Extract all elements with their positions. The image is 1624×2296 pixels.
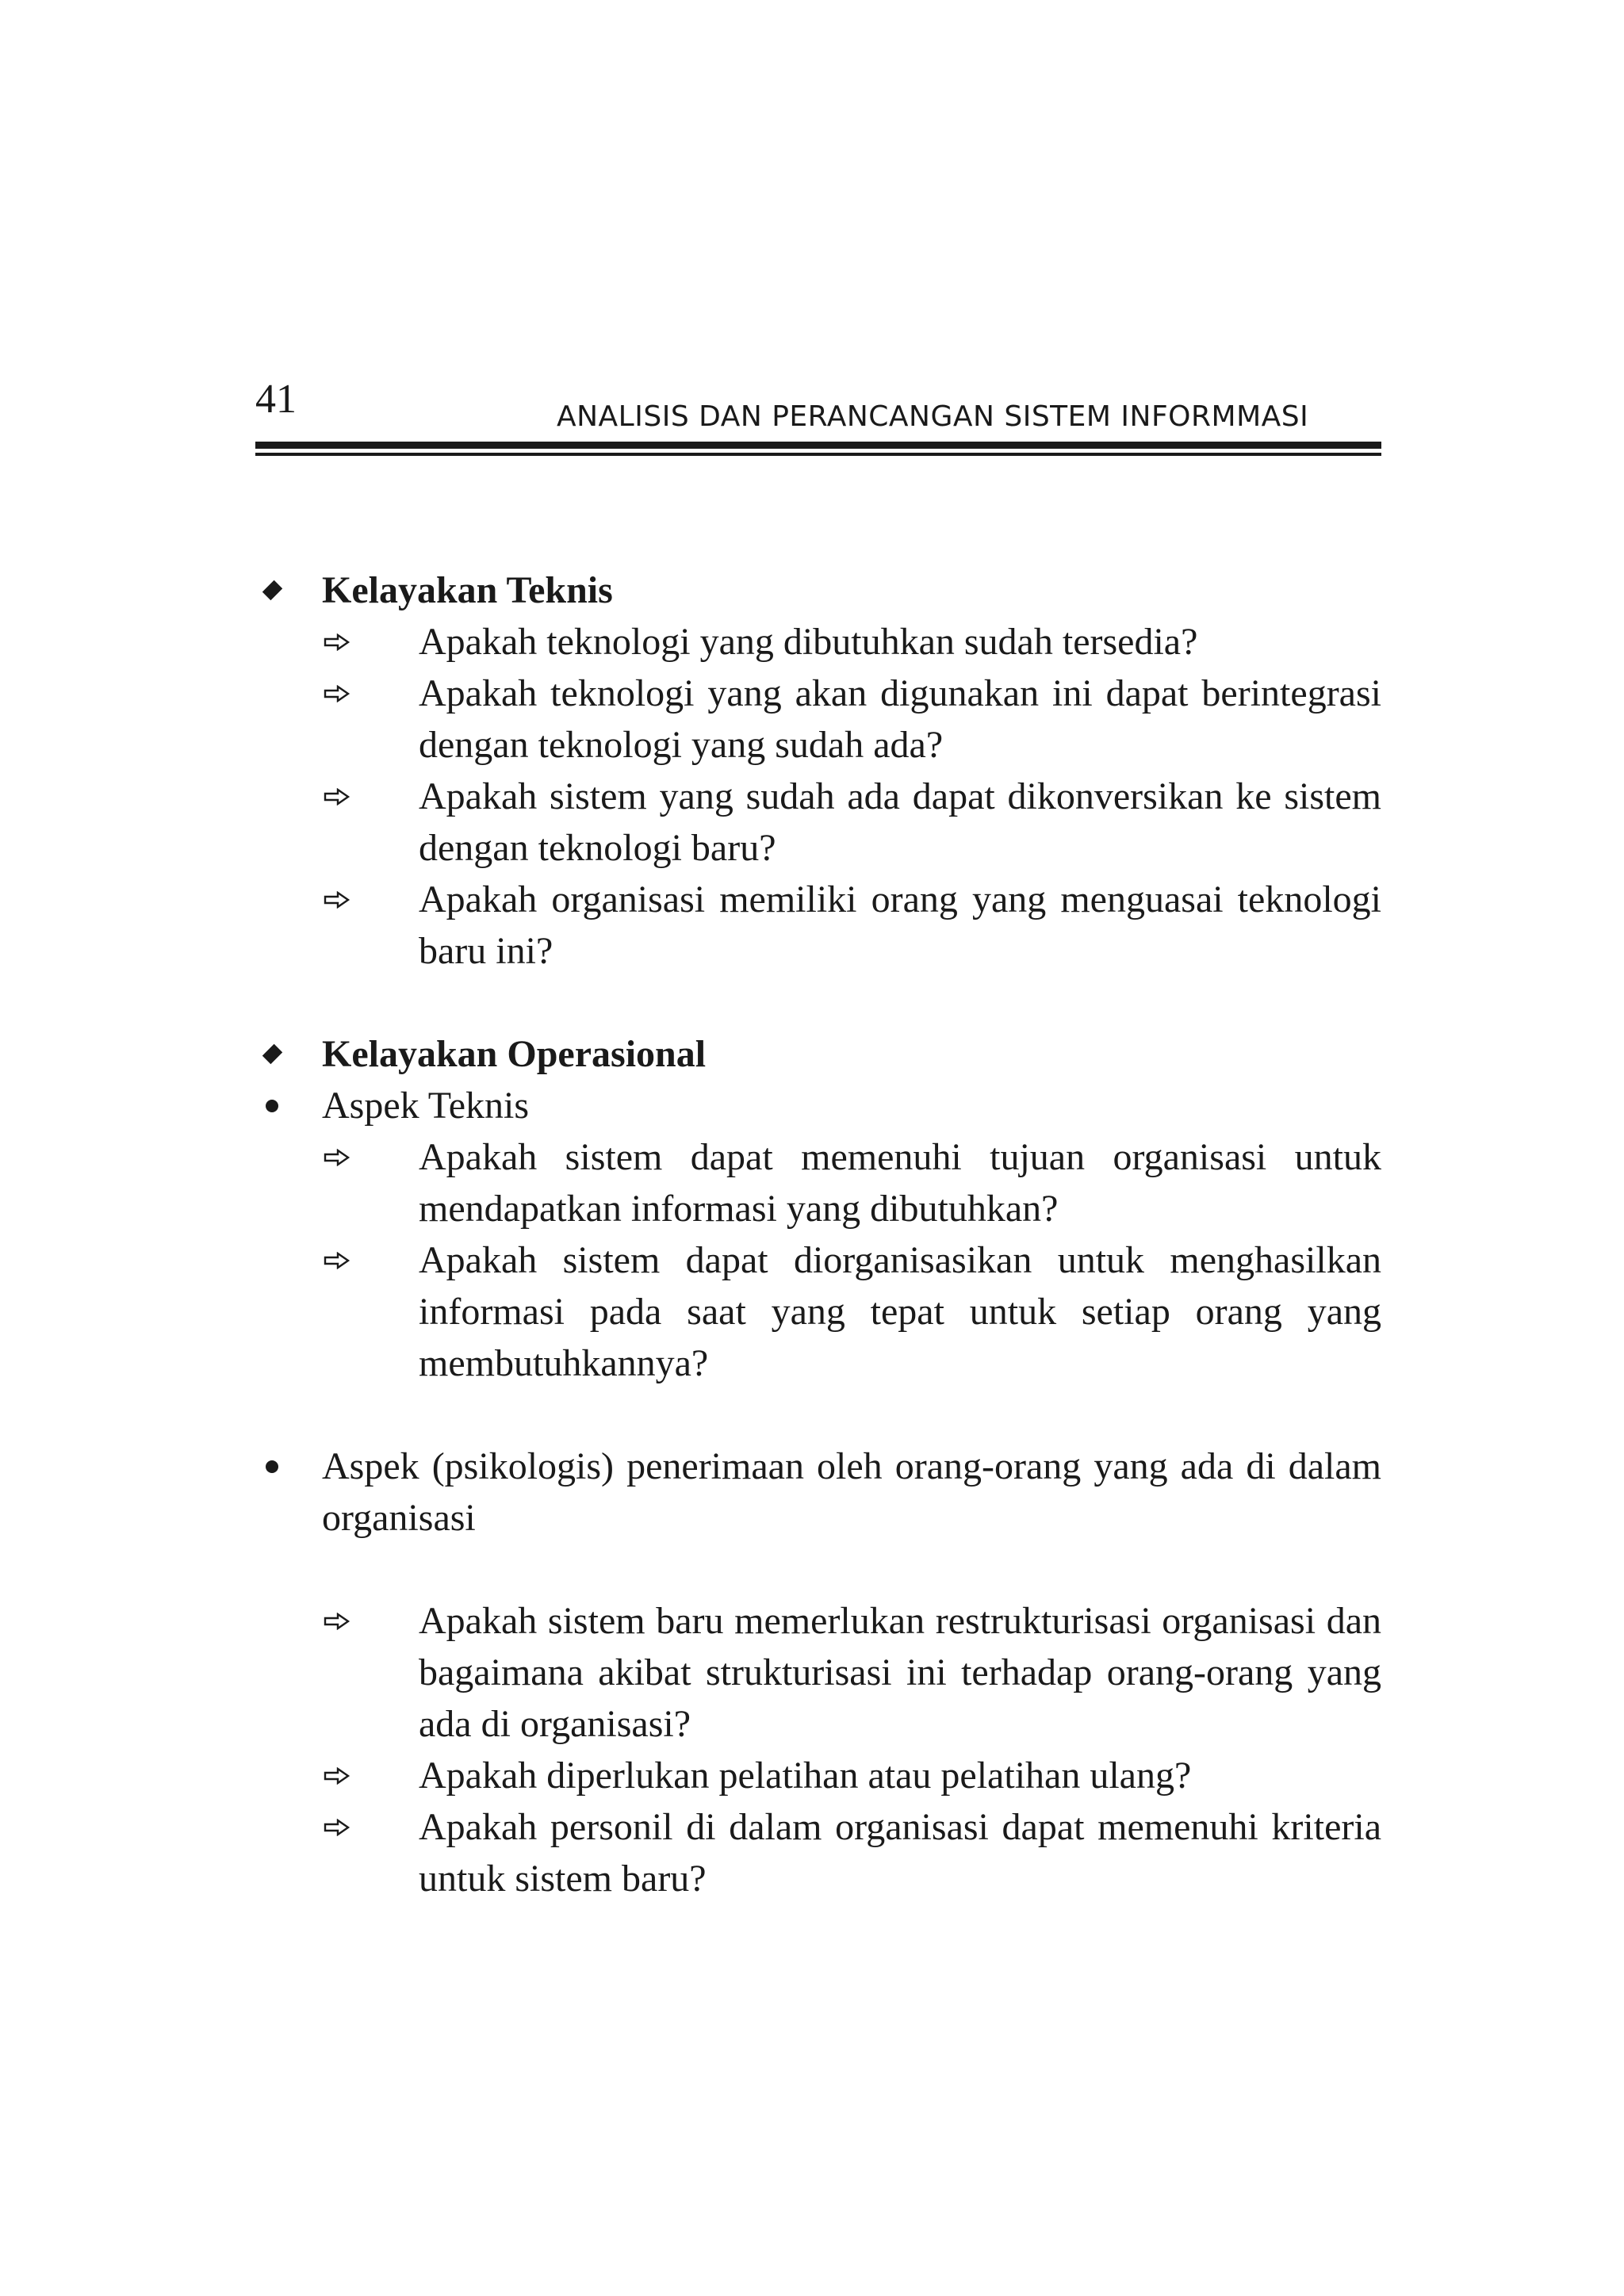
section-heading-technical [255, 564, 1381, 616]
header-rule-thick [255, 442, 1381, 449]
list-item [255, 1801, 1381, 1904]
list-item-text: Apakah diperlukan pelatihan atau pelatihan ulang? [419, 1755, 1192, 1797]
arrow-bullet-icon [324, 1750, 350, 1801]
arrow-bullet-icon [324, 1801, 350, 1853]
list-item [255, 1750, 1381, 1801]
aspect-label: Aspek (psikologis) penerimaan oleh orang-orang yang ada di dalam organisasi [322, 1445, 1381, 1539]
aspect-label: Aspek Teknis [322, 1085, 530, 1127]
list-item [255, 1131, 1381, 1234]
list-item [255, 1595, 1381, 1750]
arrow-bullet-icon [324, 668, 350, 719]
page-body [255, 564, 1381, 1904]
list-item [255, 616, 1381, 668]
list-item-text: Apakah sistem dapat diorganisasikan untuk menghasilkan informasi pada saat yang tepat untuk setiap orang yang membutuhkannya? [419, 1239, 1381, 1384]
page-number: 41 [255, 377, 297, 422]
arrow-bullet-icon [324, 1234, 350, 1286]
list-item-text: Apakah sistem baru memerlukan restrukturisasi organisasi dan bagaimana akibat strukturisasi ini terhadap orang-orang yang ada di organisasi? [419, 1600, 1381, 1745]
aspect-item [255, 1441, 1381, 1544]
arrow-bullet-icon [324, 874, 350, 925]
arrow-bullet-icon [324, 1131, 350, 1183]
list-item-text: Apakah personil di dalam organisasi dapat memenuhi kriteria untuk sistem baru? [419, 1806, 1381, 1900]
list-item-text: Apakah teknologi yang akan digunakan ini dapat berintegrasi dengan teknologi yang sudah ada? [419, 672, 1381, 766]
arrow-bullet-icon [324, 771, 350, 822]
section-title: Kelayakan Teknis [322, 569, 613, 611]
running-header-title: ANALISIS DAN PERANCANGAN SISTEM INFORMMASI [557, 400, 1309, 433]
list-item-text: Apakah organisasi memiliki orang yang menguasai teknologi baru ini? [419, 878, 1381, 972]
section-heading-operational [255, 1028, 1381, 1080]
round-bullet-icon [266, 1100, 278, 1112]
round-bullet-icon [266, 1460, 278, 1473]
list-item [255, 1234, 1381, 1389]
list-item-text: Apakah sistem yang sudah ada dapat dikonversikan ke sistem dengan teknologi baru? [419, 775, 1381, 869]
list-item [255, 771, 1381, 874]
diamond-bullet-icon [262, 1044, 282, 1064]
list-item [255, 874, 1381, 977]
section-title: Kelayakan Operasional [322, 1033, 707, 1075]
list-item [255, 668, 1381, 771]
aspect-item [255, 1080, 1381, 1131]
diamond-bullet-icon [262, 580, 282, 600]
arrow-bullet-icon [324, 1595, 350, 1647]
list-item-text: Apakah sistem dapat memenuhi tujuan organisasi untuk mendapatkan informasi yang dibutuhkan? [419, 1136, 1381, 1230]
header-rule-thin [255, 453, 1381, 456]
arrow-bullet-icon [324, 616, 350, 668]
list-item-text: Apakah teknologi yang dibutuhkan sudah tersedia? [419, 621, 1198, 663]
